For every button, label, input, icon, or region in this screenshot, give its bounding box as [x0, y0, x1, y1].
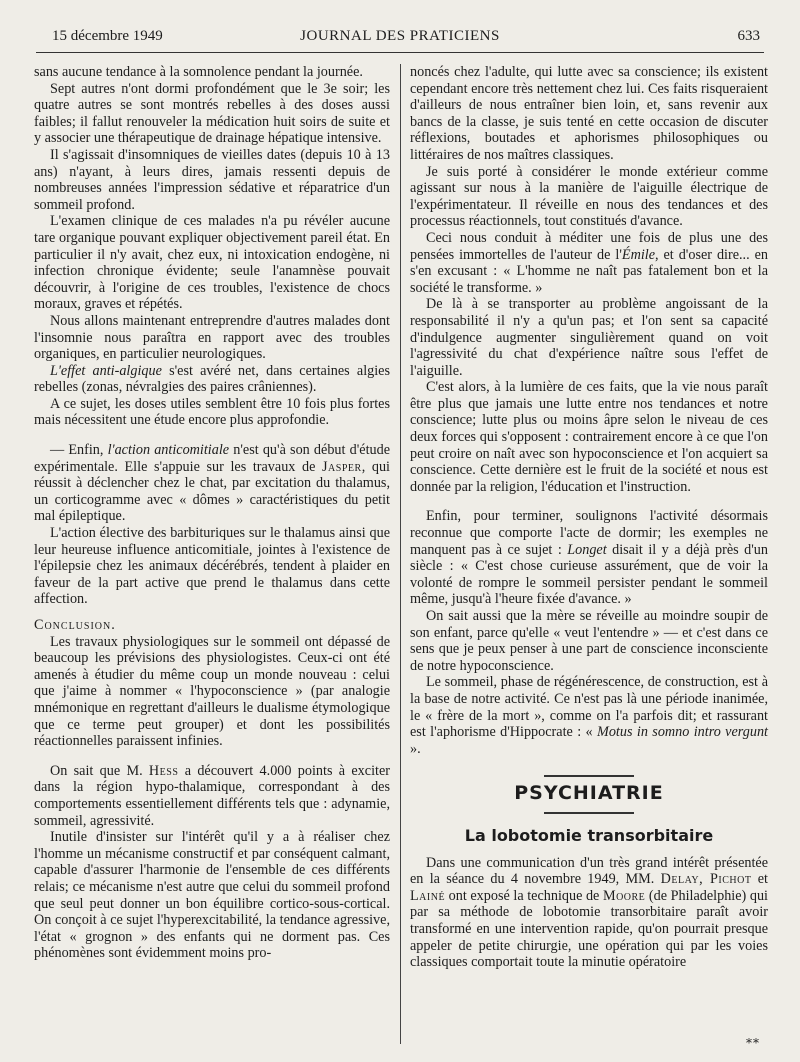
text-run: a découvert 4.000 points à exciter dans la région hypo-thalamique, correspondant à des comportements essentiellement différents tels que : adynamie, sommeil, agressivité.	[34, 762, 390, 829]
paragraph: De là à se transporter au problème angoissant de la responsabilité il n'y a qu'un pas; et l'on sent sa capacité d'indulgence augmenter singulièrement quand on voit l'agressivité du chat d'expérience naître sous l'effet de l'aiguille.	[410, 296, 768, 379]
text-run: — Enfin,	[50, 442, 108, 459]
author-name: Moore	[602, 887, 646, 904]
paragraph	[34, 763, 390, 829]
text-run: (de Philadelphie) qui par sa méthode de lobotomie transorbitaire paraît avoir transformé en une intervention rapide, qu'on pourrait presque appeler de petite chirurgie, une opération qui par les voies classiques comportait toute la minutie opératoire	[410, 887, 768, 971]
text-run: On sait que M.	[50, 762, 149, 779]
text-run: disait il y a déjà près d'un siècle : « C'est chose curieuse assurément, que de voir la volonté de rompre le sommeil persister pendant le sommeil même, jusqu'à l'heure fixée d'avance. »	[410, 541, 768, 608]
emphasis: Émile	[621, 246, 655, 263]
paragraph: C'est alors, à la lumière de ces faits, que la vie nous paraît être plus que jamais une lutte entre nos tendances et notre conscience; lutte plus ou moins âpre selon le niveau de ces deux forces qui s'opposent : contrairement encore à ce que l'on peut croire on naît avec son hypoconscience et l'on acquiert sa conscience. Cette dernière est le fruit de la société et nous est donnée par la religion, l'éducation et l'instruction.	[410, 379, 768, 495]
article-title: La lobotomie transorbitaire	[464, 825, 714, 845]
text-run: Le sommeil, phase de régénérescence, de construction, est à la base de notre activité. Ce n'est pas là une période inanimée, le « frère de la mort », comme on l'a parfois dit; et rassurant est l'aphorisme d'Hippocrate : «	[410, 674, 768, 741]
paragraph: Sept autres n'ont dormi profondément que le 3e soir; les quatre autres se sont montrés rebelles à des doses aussi faibles; il fallut renouveler la médication huit soirs de suite et y associer une thérapeutique de drainage hépatique intensive.	[34, 80, 390, 147]
journal-title: JOURNAL DES PRATICIENS	[300, 28, 500, 44]
text-run: et	[751, 871, 768, 888]
left-column	[34, 64, 390, 962]
author-name: Delay, Pichot	[660, 871, 752, 888]
paragraph: noncés chez l'adulte, qui lutte avec sa conscience; ils existent cependant encore très nettement chez lui. Ces faits risqueraient d'ailleurs de nous entraîner bien loin, et, sans revenir aux bancs de la classe, je suis tenté en cette occasion de discuter réflexions, boutades et aphorismes philosophiques ou littéraires de nos maîtres classiques.	[410, 64, 768, 163]
paragraph: Nous allons maintenant entreprendre d'autres malades dont l'insomnie nous paraîtra en rapport avec des troubles organiques, en particulier neurologiques.	[34, 312, 390, 363]
paragraph: Il s'agissait d'insomniques de vieilles dates (depuis 10 à 13 ans) n'ayant, à leurs dires, jamais ressenti depuis de nombreuses années l'impression sédative et réparatrice d'un sommeil profond.	[34, 146, 390, 213]
paragraph: sans aucune tendance à la somnolence pendant la journée.	[34, 64, 363, 80]
paragraph: Les travaux physiologiques sur le sommeil ont dépassé de beaucoup les prévisions des physiologistes. Ceux-ci ont été amenés à étudier du même coup un monde nouveau : celui que j'aime à nommer « l'hypoconscience » (par analogie mnémonique en regrettant d'ailleurs le dualisme étymologique que ce terme peut grouper) et dont les possibilités réactionnelles paraissent infinies.	[34, 633, 390, 750]
author-name: Lainé	[410, 887, 446, 904]
page-header	[36, 24, 764, 53]
footer-mark: **	[746, 1036, 760, 1050]
paragraph: L'examen clinique de ces malades n'a pu révéler aucune tare organique pouvant expliquer objectivement pareil état. En particulier il n'y avait, chez eux, ni intoxication endogène, ni infection chronique évidente; seule l'anamnèse pouvait découvrir, à l'origine de ces troubles, l'existence de chocs moraux, graves et répétés.	[34, 213, 390, 313]
paragraph	[34, 442, 390, 525]
text-run: , qui réussit à déclencher chez le chat, par excitation du thalamus, un corticogramme avec « dômes » caractéristiques du petit mal épileptique.	[34, 458, 390, 525]
page-number: 633	[737, 28, 760, 44]
author-name: Jasper	[322, 458, 362, 475]
column-divider	[400, 64, 401, 1044]
text-run: Enfin, pour terminer, soulignons l'activité désormais reconnue que comporte l'acte de dormir; les exemples ne manquent pas à ce sujet :	[410, 508, 768, 558]
text-run: Ceci nous conduit à méditer une fois de plus une des pensées immortelles de l'auteur de l'	[410, 229, 768, 263]
paragraph	[410, 230, 768, 296]
author-name: Hess	[148, 762, 179, 779]
paragraph	[410, 674, 768, 757]
paragraph: On sait aussi que la mère se réveille au moindre soupir de son enfant, parce qu'elle « veut l'entendre » — et c'est dans ce sens que je peux penser à une part de conscience inconsciente de notre hypoconscience.	[410, 608, 768, 674]
emphasis: Motus in somno intro vergunt	[597, 724, 768, 741]
section-rule	[544, 812, 634, 814]
paragraph	[34, 363, 390, 396]
text-run: n'est qu'à son début d'étude expérimentale. Elle s'appuie sur les travaux de	[34, 442, 390, 475]
text-run: , et d'oser dire... en s'en excusant : « L'homme ne naît pas fatalement bon et la société le transforme. »	[410, 246, 768, 296]
paragraph	[410, 855, 768, 971]
emphasis: l'action anticomitiale	[107, 442, 230, 459]
paragraph: A ce sujet, les doses utiles semblent être 10 fois plus fortes mais nécessitent une étude encore plus approfondie.	[34, 395, 390, 429]
paragraph: Je suis porté à considérer le monde extérieur comme agissant sur nous à la manière de l'aiguille électrique de l'expérimentateur. Il réveille en nous des tendances et des processus réactionnels, tout constitués d'avance.	[410, 163, 768, 230]
conclusion-heading: Conclusion.	[34, 617, 116, 633]
paragraph	[410, 508, 768, 608]
issue-date: 15 décembre 1949	[52, 28, 163, 44]
text-run: Dans une communication d'un très grand intérêt présentée en la séance du 4 novembre 1949, MM.	[410, 854, 768, 888]
right-column	[410, 64, 768, 971]
emphasis: Longet	[567, 541, 607, 558]
section-title: PSYCHIATRIE	[514, 782, 664, 805]
text-run: ont exposé la technique de	[445, 887, 603, 904]
paragraph: Inutile d'insister sur l'intérêt qu'il y a à réaliser chez l'homme un mécanisme constructif et par conséquent calmant, capable d'assurer l'harmonie de l'ensemble de ces différents relais; ce mécanisme n'est autre que celui du sommeil profond que seul peut donner un bon équilibre cortico-sous-cortical. On conçoit à ce sujet l'hyperexcitabilité, la tendance agressive, l'état « grognon » des enfants qui ne dorment pas. Ces phénomènes sont évidemment moins pro-	[34, 829, 390, 962]
emphasis: L'effet anti-algique	[50, 362, 162, 379]
text-run: s'est avéré net, dans certaines algies rebelles (zonas, névralgies des paires crâniennes).	[34, 362, 390, 396]
paragraph: L'action élective des barbituriques sur le thalamus ainsi que leur heureuse influence anticomitiale, jointes à l'existence de l'épilepsie chez les animaux décérébrés, tendent à plaider en faveur de la part active que prend le thalamus dans cette affection.	[34, 525, 390, 608]
section-rule	[544, 775, 634, 777]
text-run: ».	[410, 740, 421, 757]
